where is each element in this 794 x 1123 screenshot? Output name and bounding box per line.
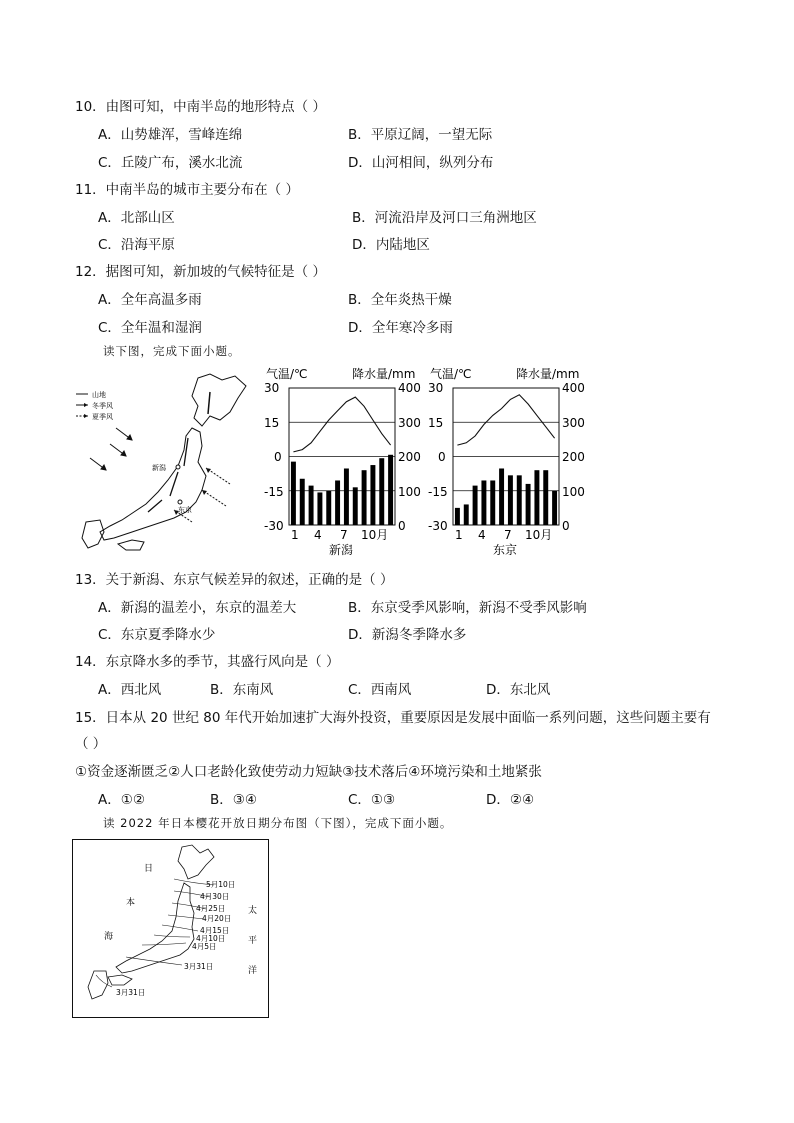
temp-tick: 15 <box>428 416 444 430</box>
q13-option-c[interactable]: C．东京夏季降水少 <box>98 627 216 643</box>
precip-bar <box>552 491 557 525</box>
precip-tick: 300 <box>562 416 585 430</box>
q10-stem: 10．由图可知，中南半岛的地形特点（ ） <box>75 99 326 115</box>
reading-intro-1: 读下图，完成下面小题。 <box>103 344 241 358</box>
q11-option-d[interactable]: D．内陆地区 <box>352 237 430 253</box>
precip-bar <box>464 504 469 525</box>
precip-bar <box>300 479 305 525</box>
precip-bar <box>526 484 531 525</box>
q14-stem: 14．东京降水多的季节，其盛行风向是（ ） <box>75 654 340 670</box>
q10-option-b[interactable]: B．平原辽阔，一望无际 <box>348 127 493 143</box>
month-tick: 7 <box>504 528 512 542</box>
q15-stem: 15．日本从 20 世纪 80 年代开始加速扩大海外投资，重要原因是发展中面临一系列问题，这些问题主要有 <box>75 710 711 726</box>
bloom-date-label: 3月31日 <box>184 962 214 971</box>
precip-bar <box>344 468 349 525</box>
precip-bar <box>534 470 539 525</box>
precip-axis-label: 降水量/mm <box>352 367 416 381</box>
q15-option-a[interactable]: A．①② <box>98 792 145 808</box>
ocean-label: 平 <box>248 936 258 946</box>
q10-option-c[interactable]: C．丘陵广布，溪水北流 <box>98 155 243 171</box>
q13-option-d[interactable]: D．新潟冬季降水多 <box>348 627 467 643</box>
legend-winter-wind-label: 冬季风 <box>92 402 113 410</box>
precip-bar <box>370 465 375 525</box>
precip-bar <box>317 492 322 525</box>
precip-tick: 0 <box>398 519 406 533</box>
bloom-date-label: 4月20日 <box>202 914 232 923</box>
month-tick: 4 <box>478 528 486 542</box>
q11-option-c[interactable]: C．沿海平原 <box>98 237 175 253</box>
month-tick: 1 <box>455 528 463 542</box>
temp-tick: -30 <box>428 519 448 533</box>
tokyo-label: 东京 <box>178 506 192 514</box>
temp-axis-label: 气温/℃ <box>430 367 472 381</box>
niigata-label: 新潟 <box>152 464 166 472</box>
precip-tick: 300 <box>398 416 421 430</box>
precip-bar <box>379 458 384 525</box>
temp-tick: -15 <box>428 485 448 499</box>
bloom-date-label: 4月10日 <box>196 934 226 943</box>
temp-tick: 15 <box>264 416 280 430</box>
sea-label: 本 <box>126 898 136 908</box>
q10-option-a[interactable]: A．山势雄浑，雪峰连绵 <box>98 127 243 143</box>
sea-label: 海 <box>104 932 114 942</box>
q15-option-b[interactable]: B．③④ <box>210 792 257 808</box>
precip-tick: 200 <box>398 450 421 464</box>
reading-intro-2: 读 2022 年日本樱花开放日期分布图（下图），完成下面小题。 <box>103 816 453 830</box>
q15-option-c[interactable]: C．①③ <box>348 792 396 808</box>
q13-stem: 13．关于新潟、东京气候差异的叙述，正确的是（ ） <box>75 572 394 588</box>
precip-bar <box>508 475 513 525</box>
temp-tick: -30 <box>264 519 284 533</box>
precip-tick: 100 <box>562 485 585 499</box>
q12-option-b[interactable]: B．全年炎热干燥 <box>348 292 452 308</box>
niigata-climate-chart <box>262 365 422 560</box>
precip-bar <box>481 480 486 525</box>
temp-tick: 0 <box>438 450 446 464</box>
chart-title: 新潟 <box>329 543 354 557</box>
precip-bar <box>490 480 495 525</box>
tokyo-climate-chart <box>426 365 586 560</box>
precip-tick: 0 <box>562 519 570 533</box>
precip-bar <box>326 491 331 525</box>
precip-bar <box>362 470 367 525</box>
q15-items: ①资金逐渐匮乏②人口老龄化致使劳动力短缺③技术落后④环境污染和土地紧张 <box>75 764 542 780</box>
q12-stem: 12．据图可知，新加坡的气候特征是（ ） <box>75 264 326 280</box>
legend-summer-wind-label: 夏季风 <box>92 413 113 421</box>
ocean-label: 洋 <box>248 966 258 976</box>
precip-bar <box>353 487 358 525</box>
q11-option-b[interactable]: B．河流沿岸及河口三角洲地区 <box>352 210 537 226</box>
temperature-line <box>457 395 554 445</box>
q12-option-d[interactable]: D．全年寒冷多雨 <box>348 320 453 336</box>
precip-bar <box>388 455 393 525</box>
precip-tick: 400 <box>398 381 421 395</box>
ocean-label: 太 <box>248 906 258 916</box>
temperature-line <box>293 397 390 452</box>
precip-bar <box>335 480 340 525</box>
month-tick: 10月 <box>525 528 553 542</box>
temp-tick: 30 <box>428 381 444 395</box>
bloom-date-label: 4月25日 <box>196 904 226 913</box>
month-tick: 4 <box>314 528 322 542</box>
q15-stem-bracket: （ ） <box>75 736 107 752</box>
temp-axis-label: 气温/℃ <box>266 367 308 381</box>
q11-option-a[interactable]: A．北部山区 <box>98 210 175 226</box>
q14-option-a[interactable]: A．西北风 <box>98 682 162 698</box>
month-tick: 10月 <box>361 528 389 542</box>
q14-option-c[interactable]: C．西南风 <box>348 682 412 698</box>
precip-bar <box>455 508 460 525</box>
precip-bar <box>291 462 296 525</box>
precip-bar <box>309 486 314 525</box>
q15-option-d[interactable]: D．②④ <box>486 792 535 808</box>
temp-tick: -15 <box>264 485 284 499</box>
precip-tick: 200 <box>562 450 585 464</box>
bloom-date-label: 4月5日 <box>192 942 217 951</box>
q12-option-a[interactable]: A．全年高温多雨 <box>98 292 202 308</box>
precip-bar <box>473 486 478 525</box>
q14-option-b[interactable]: B．东南风 <box>210 682 274 698</box>
precip-bar <box>543 470 548 525</box>
map-frame <box>73 840 269 1018</box>
legend-mountain-label: 山地 <box>92 391 106 399</box>
japan-monsoon-map <box>70 372 255 552</box>
precip-tick: 100 <box>398 485 421 499</box>
q13-option-b[interactable]: B．东京受季风影响，新潟不受季风影响 <box>348 600 587 616</box>
bloom-date-label: 4月30日 <box>200 892 230 901</box>
precip-bar <box>499 468 504 525</box>
q13-option-a[interactable]: A．新潟的温差小，东京的温差大 <box>98 600 297 616</box>
chart-title: 东京 <box>493 543 518 557</box>
month-tick: 7 <box>340 528 348 542</box>
sea-label: 日 <box>144 864 154 874</box>
bloom-date-label: 4月15日 <box>200 926 230 935</box>
precip-tick: 400 <box>562 381 585 395</box>
q14-option-d[interactable]: D．东北风 <box>486 682 551 698</box>
tokyo-marker <box>178 500 182 504</box>
q12-option-c[interactable]: C．全年温和湿润 <box>98 320 202 336</box>
bloom-date-label: 5月10日 <box>206 880 236 889</box>
q11-stem: 11．中南半岛的城市主要分布在（ ） <box>75 182 299 198</box>
precip-bar <box>517 475 522 525</box>
sakura-bloom-map <box>72 839 269 1018</box>
month-tick: 1 <box>291 528 299 542</box>
niigata-marker <box>176 465 180 469</box>
temp-tick: 0 <box>274 450 282 464</box>
q10-option-d[interactable]: D．山河相间，纵列分布 <box>348 155 494 171</box>
precip-axis-label: 降水量/mm <box>516 367 580 381</box>
temp-tick: 30 <box>264 381 280 395</box>
bloom-date-label: 3月31日 <box>116 988 146 997</box>
